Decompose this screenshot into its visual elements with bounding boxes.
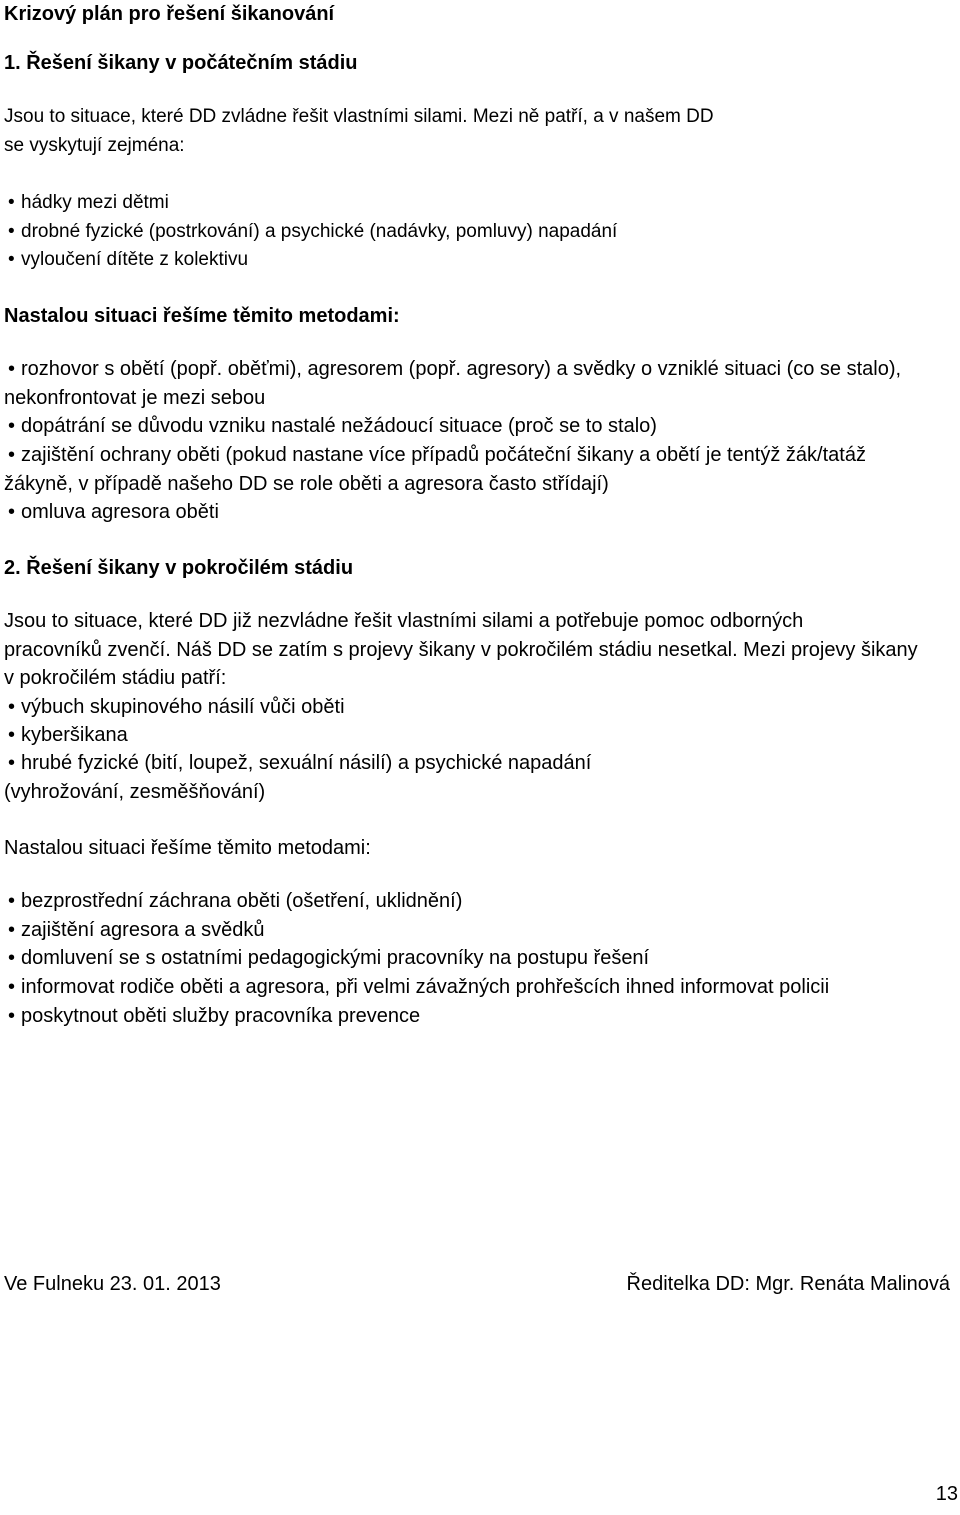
bullet-icon: • bbox=[8, 221, 15, 242]
bullet-icon: • bbox=[8, 415, 16, 437]
bullet-icon: • bbox=[8, 444, 16, 466]
section1-heading: 1. Řešení šikany v počátečním stádiu bbox=[4, 52, 358, 74]
bullet-icon: • bbox=[8, 501, 16, 523]
section2-intro-line2: pracovníků zvenčí. Náš DD se zatím s projevy šikany v pokročilém stádiu nesetkal. Mezi projevy šikany bbox=[4, 639, 918, 661]
bullet-icon: • bbox=[8, 752, 16, 774]
bullet-icon: • bbox=[8, 1005, 16, 1027]
bullet-icon: • bbox=[8, 919, 16, 941]
list-item-continuation: nekonfrontovat je mezi sebou bbox=[4, 387, 266, 409]
bullet-icon: • bbox=[8, 192, 15, 213]
section1-intro-line2: se vyskytují zejména: bbox=[4, 135, 185, 156]
bullet-icon: • bbox=[8, 358, 16, 380]
bullet-icon: • bbox=[8, 890, 16, 912]
page-number: 13 bbox=[935, 1483, 958, 1505]
bullet-icon: • bbox=[8, 976, 16, 998]
signature-signatory: Ředitelka DD: Mgr. Renáta Malinová bbox=[626, 1273, 950, 1295]
list-item-continuation: žákyně, v případě našeho DD se role oběti a agresora často střídají) bbox=[4, 473, 609, 495]
signature-place-date: Ve Fulneku 23. 01. 2013 bbox=[4, 1273, 221, 1295]
bullet-icon: • bbox=[8, 947, 16, 969]
section2-heading: 2. Řešení šikany v pokročilém stádiu bbox=[4, 557, 354, 579]
section2-methods-heading: Nastalou situaci řešíme těmito metodami: bbox=[4, 837, 371, 859]
bullet-icon: • bbox=[8, 724, 16, 746]
section1-intro-line1: Jsou to situace, které DD zvládne řešit vlastními silami. Mezi ně patří, a v našem DD bbox=[4, 106, 714, 127]
bullet-icon: • bbox=[8, 696, 16, 718]
section2-intro-line1: Jsou to situace, které DD již nezvládne řešit vlastními silami a potřebuje pomoc odborných bbox=[4, 610, 804, 632]
bullet-icon: • bbox=[8, 249, 15, 270]
section2-intro-line3: v pokročilém stádiu patří: bbox=[4, 667, 227, 689]
list-item-continuation: (vyhrožování, zesměšňování) bbox=[4, 781, 266, 803]
section1-methods-heading: Nastalou situaci řešíme těmito metodami: bbox=[4, 305, 400, 327]
document-title: Krizový plán pro řešení šikanování bbox=[4, 3, 335, 25]
